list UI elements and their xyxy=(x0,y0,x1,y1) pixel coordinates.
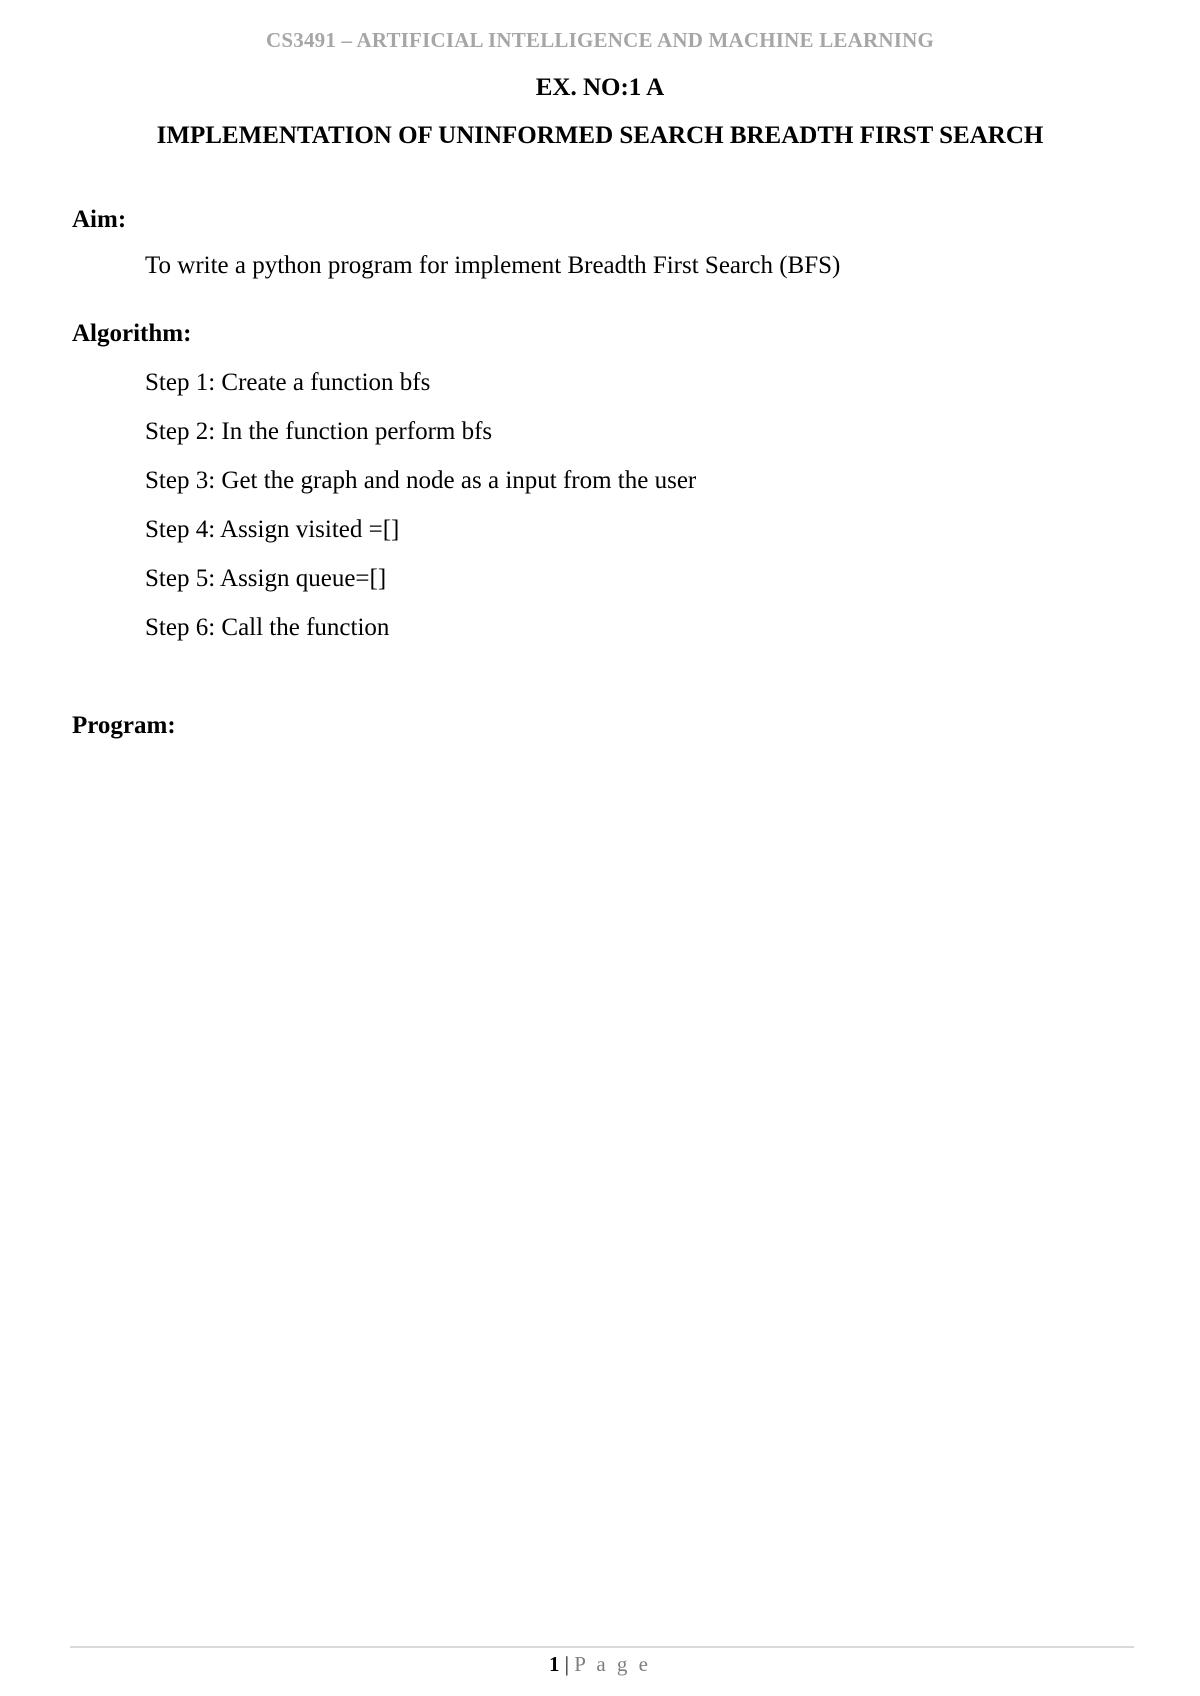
algorithm-step: Step 1: Create a function bfs xyxy=(145,369,431,396)
algorithm-step: Step 2: In the function perform bfs xyxy=(145,418,493,445)
algorithm-step: Step 4: Assign visited =[] xyxy=(145,516,400,543)
algorithm-step: Step 3: Get the graph and node as a input from the user xyxy=(145,467,697,494)
algorithm-steps xyxy=(145,368,696,662)
page-label: P a g e xyxy=(574,1652,651,1676)
running-header: CS3491 – ARTIFICIAL INTELLIGENCE AND MACHINE LEARNING xyxy=(266,28,934,52)
aim-heading: Aim: xyxy=(72,206,127,233)
page-number: 1 xyxy=(548,1652,560,1676)
footer-divider xyxy=(70,1646,1134,1648)
algorithm-step: Step 5: Assign queue=[] xyxy=(145,565,387,592)
footer-separator: | xyxy=(564,1652,569,1676)
aim-text: To write a python program for implement Breadth First Search (BFS) xyxy=(145,252,841,279)
exercise-number: EX. NO:1 A xyxy=(535,74,665,101)
program-heading: Program: xyxy=(72,712,176,739)
exercise-title: IMPLEMENTATION OF UNINFORMED SEARCH BREADTH FIRST SEARCH xyxy=(156,122,1044,149)
page-footer xyxy=(0,1652,1200,1677)
algorithm-step: Step 6: Call the function xyxy=(145,614,390,641)
algorithm-heading: Algorithm: xyxy=(72,320,192,347)
